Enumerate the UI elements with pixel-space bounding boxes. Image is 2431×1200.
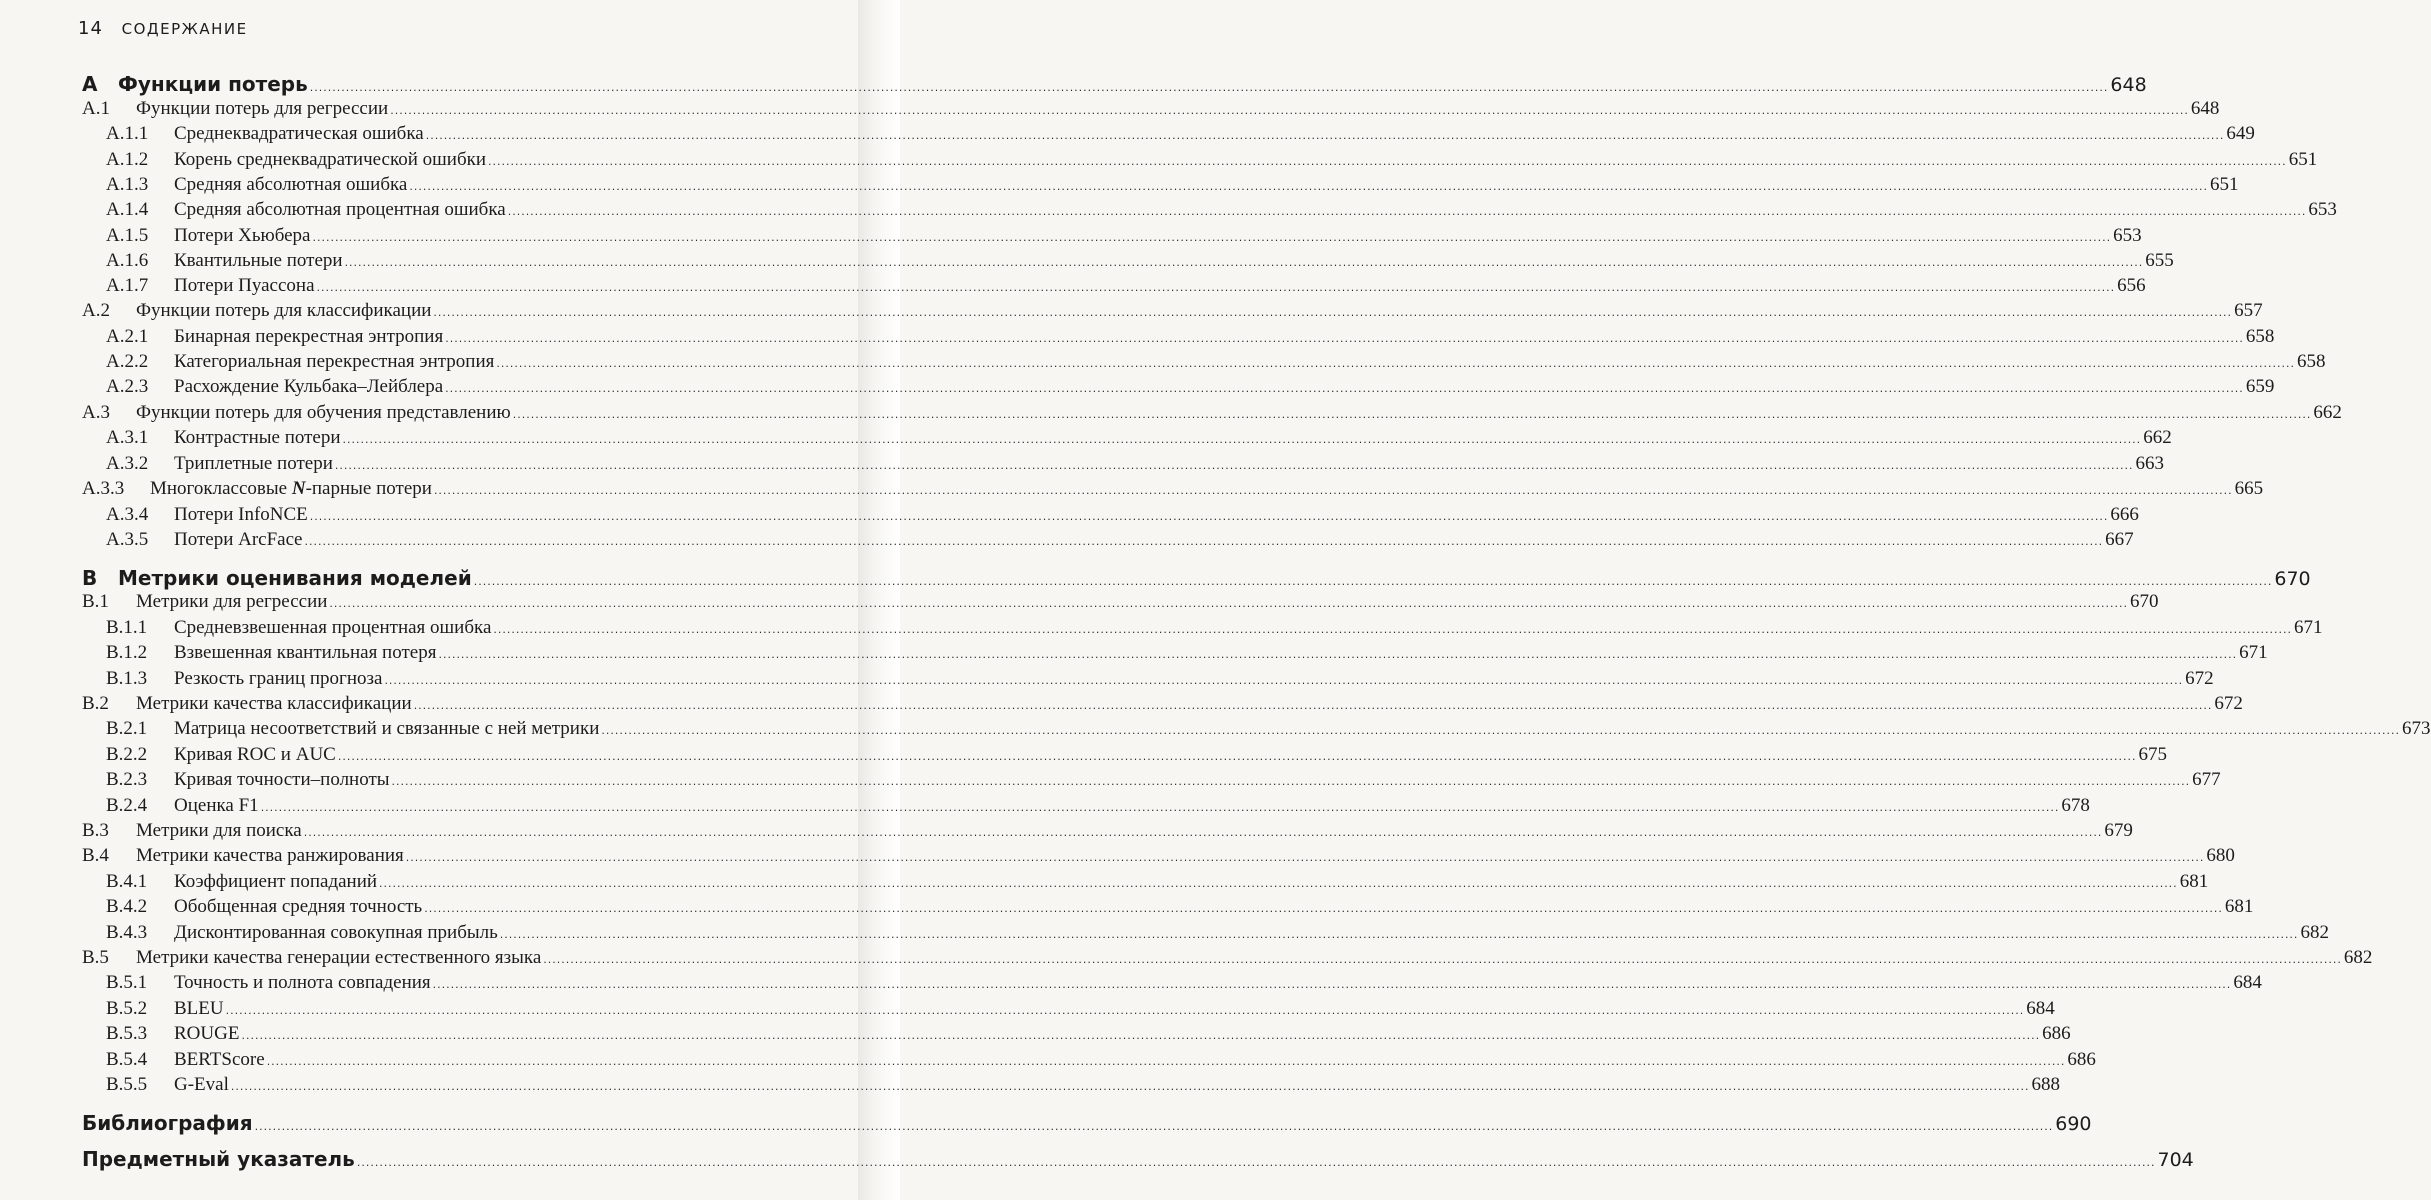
toc-entry-page: 681 [2224,896,2254,917]
toc-entry-title: Взвешенная квантильная потеря [174,642,437,663]
leader-dots: ................................................................................................................................................................................................................................................................................................................................................................................................................ [425,129,2225,142]
toc-entry-title: BLEU [174,998,224,1019]
toc-entry-number: B.5.4 [106,1049,148,1070]
toc-entry-page: 648 [2110,74,2147,96]
leader-dots: ................................................................................................................................................................................................................................................................................................................................................................................................................ [309,81,2109,94]
toc-entry[interactable] [0,1074,2061,1100]
leader-dots: ................................................................................................................................................................................................................................................................................................................................................................................................................ [225,1004,2025,1017]
toc-entry-page: 688 [2031,1074,2061,1095]
toc-entry-title: Обобщенная средняя точность [174,896,423,917]
toc-entry[interactable] [0,427,2172,453]
toc-entry-title: Расхождение Кульбака–Лейблера [174,376,444,397]
toc-entry[interactable] [0,1147,2194,1173]
toc-entry-number: B.3 [82,820,109,841]
leader-dots: ................................................................................................................................................................................................................................................................................................................................................................................................................ [438,648,2238,661]
toc-entry[interactable] [0,351,2326,377]
toc-entry-page: 672 [2185,668,2214,689]
toc-entry-page: 659 [2245,376,2275,397]
toc-entry-page: 657 [2234,300,2263,321]
toc-entry-number: B [82,566,98,590]
leader-dots: ................................................................................................................................................................................................................................................................................................................................................................................................................ [473,575,2273,588]
toc-entry-title: Матрица несоответствий и связанные с ней метрики [174,718,600,739]
leader-dots: ................................................................................................................................................................................................................................................................................................................................................................................................................ [391,775,2191,788]
toc-entry-number: A.1.7 [106,275,149,296]
page-number: 14 [78,18,103,39]
leader-dots: ................................................................................................................................................................................................................................................................................................................................................................................................................ [329,597,2129,610]
toc-entry-page: 656 [2117,275,2146,296]
toc-entry[interactable] [0,326,2275,352]
toc-entry[interactable] [0,275,2146,301]
toc-entry-page: 684 [2233,972,2262,993]
leader-dots: ................................................................................................................................................................................................................................................................................................................................................................................................................ [445,332,2244,345]
toc-entry[interactable] [0,478,2264,504]
toc-entry-title-part: -парные потери [305,478,432,499]
toc-entry-number: B.2.4 [106,795,148,816]
leader-dots: ................................................................................................................................................................................................................................................................................................................................................................................................................ [303,826,2103,839]
leader-dots: ................................................................................................................................................................................................................................................................................................................................................................................................................ [312,231,2112,244]
leader-dots: ................................................................................................................................................................................................................................................................................................................................................................................................................ [432,978,2232,991]
toc-entry-page: 686 [2042,1023,2071,1044]
toc-entry[interactable] [0,300,2263,326]
toc-entry-number: A.2 [82,300,110,321]
toc-entry-page: 671 [2294,617,2323,638]
toc-entry-number: B.2.2 [106,744,148,765]
toc-entry[interactable] [0,820,2133,846]
toc-entry-number: B.4.3 [106,922,148,943]
toc-entry-title: Функции потерь для классификации [136,300,432,321]
leader-dots: ................................................................................................................................................................................................................................................................................................................................................................................................................ [309,510,2109,523]
toc-entry[interactable] [0,896,2254,922]
toc-entry-page: 680 [2206,845,2235,866]
toc-entry[interactable] [0,591,2159,617]
toc-entry-title: Дисконтированная совокупная прибыль [174,922,498,943]
toc-entry-page: 672 [2214,693,2243,714]
toc-entry-number: B.2.1 [106,718,148,739]
toc-entry-title: Кривая ROC и AUC [174,744,336,765]
toc-entry-number: A.3.3 [82,478,125,499]
toc-entry-number: A.1 [82,98,110,119]
toc-entry-title: Метрики для поиска [136,820,302,841]
toc-entry[interactable] [0,617,2323,643]
toc-entry-number: A [82,72,98,96]
toc-entry-number: A.3 [82,402,110,423]
leader-dots: ................................................................................................................................................................................................................................................................................................................................................................................................................ [488,155,2287,168]
toc-entry-title: Потери InfoNCE [174,504,308,525]
toc-entry-page: 673 [2402,718,2431,739]
toc-entry[interactable] [0,199,2337,225]
toc-entry-page: 665 [2234,478,2264,499]
toc-entry-number: A.2.1 [106,326,149,347]
toc-entry[interactable] [0,566,2311,592]
toc-entry[interactable] [0,376,2275,402]
toc-entry-title: Категориальная перекрестная энтропия [174,351,495,372]
toc-entry-title: Потери ArcFace [174,529,303,550]
toc-entry-page: 667 [2105,529,2134,550]
toc-entry-number: A.1.6 [106,250,149,271]
toc-entry-page: 663 [2135,453,2165,474]
leader-dots: ................................................................................................................................................................................................................................................................................................................................................................................................................ [342,433,2142,446]
toc-entry-page: 686 [2067,1049,2096,1070]
running-head-title: СОДЕРЖАНИЕ [121,20,248,38]
toc-entry-number: B.5.5 [106,1074,148,1095]
toc-entry[interactable] [0,174,2239,200]
toc-entry-page: 670 [2130,591,2159,612]
toc-entry-page: 658 [2297,351,2326,372]
toc-entry[interactable] [0,972,2262,998]
leader-dots: ................................................................................................................................................................................................................................................................................................................................................................................................................ [334,459,2134,472]
toc-entry-page: 671 [2239,642,2268,663]
toc-entry[interactable] [0,529,2134,555]
toc-entry[interactable] [0,947,2373,973]
leader-dots: ................................................................................................................................................................................................................................................................................................................................................................................................................ [379,877,2178,890]
leader-dots: ................................................................................................................................................................................................................................................................................................................................................................................................................ [409,180,2209,193]
leader-dots: ................................................................................................................................................................................................................................................................................................................................................................................................................ [304,535,2104,548]
toc-entry[interactable] [0,845,2235,871]
toc-entry-page: 653 [2113,225,2142,246]
toc-entry-page: 666 [2110,504,2139,525]
leader-dots: ................................................................................................................................................................................................................................................................................................................................................................................................................ [241,1029,2041,1042]
toc-entry-page: 658 [2245,326,2275,347]
toc-entry[interactable] [0,1111,2092,1137]
toc-entry[interactable] [0,98,2220,124]
toc-entry[interactable] [0,402,2342,428]
toc-entry-number: A.1.2 [106,149,149,170]
toc-entry-title: Оценка F1 [174,795,259,816]
toc-entry-page: 651 [2210,174,2239,195]
toc-entry-number: B.1.1 [106,617,148,638]
toc-entry-number: B.1.2 [106,642,148,663]
toc-entry-title: Кривая точности–полноты [174,769,390,790]
toc-entry[interactable] [0,871,2209,897]
toc-entry-title: Бинарная перекрестная энтропия [174,326,444,347]
toc-entry-page: 662 [2143,427,2172,448]
toc-entry-title: Функции потерь [118,72,308,96]
leader-dots: ................................................................................................................................................................................................................................................................................................................................................................................................................ [230,1080,2030,1093]
toc-entry[interactable] [0,693,2243,719]
toc-entry[interactable] [0,795,2090,821]
leader-dots: ................................................................................................................................................................................................................................................................................................................................................................................................................ [424,902,2223,915]
toc-entry-number: B.5 [82,947,109,968]
toc-entry[interactable] [0,72,2147,98]
toc-entry-title: Потери Хьюбера [174,225,311,246]
toc-entry-title: Контрастные потери [174,427,341,448]
toc-entry-title: Квантильные потери [174,250,343,271]
leader-dots: ................................................................................................................................................................................................................................................................................................................................................................................................................ [390,104,2189,117]
leader-dots: ................................................................................................................................................................................................................................................................................................................................................................................................................ [254,1120,2054,1133]
toc-entry[interactable] [0,123,2255,149]
leader-dots: ................................................................................................................................................................................................................................................................................................................................................................................................................ [601,724,2401,737]
toc-entry-title: Коэффициент попаданий [174,871,378,892]
toc-entry-page: 670 [2274,568,2311,590]
toc-entry-title: Среднеквадратическая ошибка [174,123,424,144]
toc-entry-title: Средняя абсолютная ошибка [174,174,408,195]
leader-dots: ................................................................................................................................................................................................................................................................................................................................................................................................................ [512,408,2312,421]
toc-entry-title-part: Многоклассовые [150,478,292,499]
toc-entry-page: 653 [2308,199,2337,220]
leader-dots: ................................................................................................................................................................................................................................................................................................................................................................................................................ [499,928,2299,941]
toc-entry-title: Триплетные потери [174,453,333,474]
toc-entry-page: 655 [2145,250,2174,271]
toc-entry-page: 651 [2288,149,2318,170]
toc-entry-number: A.1.4 [106,199,149,220]
toc-entry-page: 682 [2300,922,2329,943]
leader-dots: ................................................................................................................................................................................................................................................................................................................................................................................................................ [433,306,2233,319]
toc-entry[interactable] [0,504,2139,530]
leader-dots: ................................................................................................................................................................................................................................................................................................................................................................................................................ [413,699,2213,712]
toc-entry-title: Резкость границ прогноза [174,668,383,689]
toc-entry-title: Средневзвешенная процентная ошибка [174,617,492,638]
toc-entry-page: 704 [2157,1149,2194,1171]
toc-entry-page: 649 [2226,123,2255,144]
toc-entry-number: A.3.5 [106,529,149,550]
toc-entry-title: Потери Пуассона [174,275,315,296]
leader-dots: ................................................................................................................................................................................................................................................................................................................................................................................................................ [493,623,2293,636]
toc-entry-title: Метрики качества генерации естественного языка [136,947,542,968]
leader-dots: ................................................................................................................................................................................................................................................................................................................................................................................................................ [433,484,2233,497]
toc-entry[interactable] [0,250,2174,276]
toc-entry-number: B.5.2 [106,998,148,1019]
toc-entry-page: 675 [2138,744,2167,765]
toc-entry-title [150,478,432,500]
leader-dots: ................................................................................................................................................................................................................................................................................................................................................................................................................ [507,205,2307,218]
toc-entry-title: Корень среднеквадратической ошибки [174,149,487,170]
toc-entry-number: B.1 [82,591,109,612]
toc-entry-title: Метрики оценивания моделей [118,566,472,590]
toc-entry[interactable] [0,922,2329,948]
toc-entry-page: 648 [2190,98,2220,119]
toc-entry-number: B.1.3 [106,668,148,689]
leader-dots: ................................................................................................................................................................................................................................................................................................................................................................................................................ [344,256,2144,269]
toc-entry-page: 678 [2061,795,2090,816]
leader-dots: ................................................................................................................................................................................................................................................................................................................................................................................................................ [445,382,2244,395]
leader-dots: ................................................................................................................................................................................................................................................................................................................................................................................................................ [543,953,2342,966]
toc-entry-page: 684 [2026,998,2055,1019]
toc-entry-page: 679 [2104,820,2133,841]
toc-entry[interactable] [0,718,2431,744]
toc-entry[interactable] [0,642,2268,668]
toc-entry-page: 690 [2055,1113,2092,1135]
toc-entry-number: B.4.1 [106,871,148,892]
toc-entry-number: B.2.3 [106,769,148,790]
toc-entry-number: B.4 [82,845,109,866]
toc-entry-title: Функции потерь для обучения представлению [136,402,511,423]
leader-dots: ................................................................................................................................................................................................................................................................................................................................................................................................................ [384,674,2184,687]
toc-entry-title: BERTScore [174,1049,265,1070]
leader-dots: ................................................................................................................................................................................................................................................................................................................................................................................................................ [316,281,2116,294]
toc-entry-title: G-Eval [174,1074,229,1095]
leader-dots: ................................................................................................................................................................................................................................................................................................................................................................................................................ [260,801,2060,814]
toc-entry-number: A.3.2 [106,453,149,474]
toc-entry-title: Точность и полнота совпадения [174,972,431,993]
toc-entry-title: Метрики качества классификации [136,693,412,714]
toc-entry-number: A.1.3 [106,174,149,195]
toc-entry[interactable] [0,998,2055,1024]
toc-entry[interactable] [0,744,2167,770]
toc-entry-title-italic: N [291,478,306,499]
toc-entry-number: A.1.1 [106,123,149,144]
toc-entry-page: 682 [2343,947,2373,968]
toc-entry-title: Средняя абсолютная процентная ошибка [174,199,506,220]
toc-entry-title: ROUGE [174,1023,240,1044]
toc-entry[interactable] [0,149,2318,175]
toc-entry-number: B.4.2 [106,896,148,917]
leader-dots: ................................................................................................................................................................................................................................................................................................................................................................................................................ [337,750,2137,763]
toc-entry-number: B.2 [82,693,109,714]
toc-entry-number: A.3.4 [106,504,149,525]
toc-entry-number: A.3.1 [106,427,149,448]
toc-entry-page: 681 [2179,871,2209,892]
toc-entry-number: A.2.2 [106,351,149,372]
toc-entry[interactable] [0,453,2165,479]
leader-dots: ................................................................................................................................................................................................................................................................................................................................................................................................................ [405,851,2205,864]
toc-entry-page: 677 [2192,769,2221,790]
toc-entry-title: Метрики для регрессии [136,591,328,612]
toc-entry[interactable] [0,1049,2096,1075]
toc-entry-page: 662 [2313,402,2342,423]
toc-entry[interactable] [0,769,2221,795]
toc-entry-number: B.5.3 [106,1023,148,1044]
leader-dots: ................................................................................................................................................................................................................................................................................................................................................................................................................ [266,1055,2066,1068]
toc-entry-number: B.5.1 [106,972,148,993]
leader-dots: ................................................................................................................................................................................................................................................................................................................................................................................................................ [356,1156,2156,1169]
toc-entry-title: Предметный указатель [82,1147,355,1171]
toc-entry-number: A.2.3 [106,376,149,397]
toc-entry[interactable] [0,225,2142,251]
toc-entry-title: Функции потерь для регрессии [136,98,389,119]
leader-dots: ................................................................................................................................................................................................................................................................................................................................................................................................................ [496,357,2295,370]
toc-entry[interactable] [0,1023,2071,1049]
toc-entry-number: A.1.5 [106,225,149,246]
toc-entry[interactable] [0,668,2214,694]
toc-entry-title: Метрики качества ранжирования [136,845,404,866]
toc-entry-title: Библиография [82,1111,253,1135]
